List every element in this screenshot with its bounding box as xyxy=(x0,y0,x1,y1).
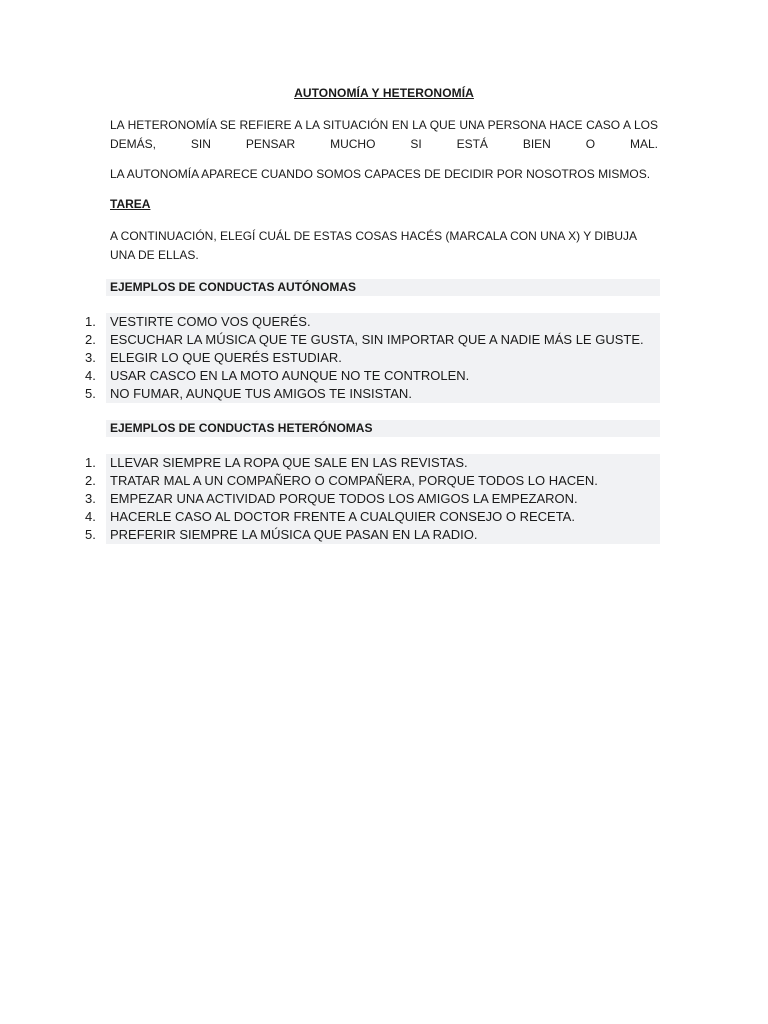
list-number: 4. xyxy=(85,368,96,383)
list-item-text: PREFERIR SIEMPRE LA MÚSICA QUE PASAN EN LA RADIO. xyxy=(110,527,478,542)
list-item xyxy=(80,454,660,472)
list-number: 5. xyxy=(85,386,96,401)
list-item-text: LLEVAR SIEMPRE LA ROPA QUE SALE EN LAS REVISTAS. xyxy=(110,455,468,470)
list-item-text: HACERLE CASO AL DOCTOR FRENTE A CUALQUIER CONSEJO O RECETA. xyxy=(110,509,575,524)
heteronomous-section-heading: EJEMPLOS DE CONDUCTAS HETERÓNOMAS xyxy=(106,420,660,437)
list-item xyxy=(80,385,660,403)
list-number: 2. xyxy=(85,332,96,347)
list-item xyxy=(80,331,660,349)
autonomous-section-heading: EJEMPLOS DE CONDUCTAS AUTÓNOMAS xyxy=(106,279,660,296)
page-title: AUTONOMÍA Y HETERONOMÍA xyxy=(294,86,474,100)
list-number: 5. xyxy=(85,527,96,542)
list-item-text: VESTIRTE COMO VOS QUERÉS. xyxy=(110,314,311,329)
task-instructions: A CONTINUACIÓN, ELEGÍ CUÁL DE ESTAS COSAS HACÉS (MARCALA CON UNA X) Y DIBUJA UNA DE ELLAS. xyxy=(110,229,637,262)
heteronomy-definition: LA HETERONOMÍA SE REFIERE A LA SITUACIÓN EN LA QUE UNA PERSONA HACE CASO A LOS DEMÁS, SIN PENSAR MUCHO SI ESTÁ BIEN O MAL. xyxy=(110,118,658,151)
list-item xyxy=(80,490,660,508)
list-item xyxy=(80,367,660,385)
list-item-text: EMPEZAR UNA ACTIVIDAD PORQUE TODOS LOS AMIGOS LA EMPEZARON. xyxy=(110,491,578,506)
task-heading: TAREA xyxy=(110,197,151,211)
list-number: 3. xyxy=(85,491,96,506)
list-item xyxy=(80,472,660,490)
heteronomous-list xyxy=(80,454,660,544)
list-item-text: ELEGIR LO QUE QUERÉS ESTUDIAR. xyxy=(110,350,342,365)
list-number: 3. xyxy=(85,350,96,365)
list-number: 2. xyxy=(85,473,96,488)
autonomous-list xyxy=(80,313,660,403)
list-item xyxy=(80,313,660,331)
list-number: 1. xyxy=(85,314,96,329)
list-item-text: USAR CASCO EN LA MOTO AUNQUE NO TE CONTROLEN. xyxy=(110,368,470,383)
list-item-text: TRATAR MAL A UN COMPAÑERO O COMPAÑERA, PORQUE TODOS LO HACEN. xyxy=(110,473,598,488)
list-item xyxy=(80,508,660,526)
list-item-text: ESCUCHAR LA MÚSICA QUE TE GUSTA, SIN IMPORTAR QUE A NADIE MÁS LE GUSTE. xyxy=(110,332,644,347)
autonomy-definition: LA AUTONOMÍA APARECE CUANDO SOMOS CAPACES DE DECIDIR POR NOSOTROS MISMOS. xyxy=(110,167,651,181)
list-item-text: NO FUMAR, AUNQUE TUS AMIGOS TE INSISTAN. xyxy=(110,386,412,401)
list-item xyxy=(80,349,660,367)
list-number: 1. xyxy=(85,455,96,470)
list-number: 4. xyxy=(85,509,96,524)
list-item xyxy=(80,526,660,544)
